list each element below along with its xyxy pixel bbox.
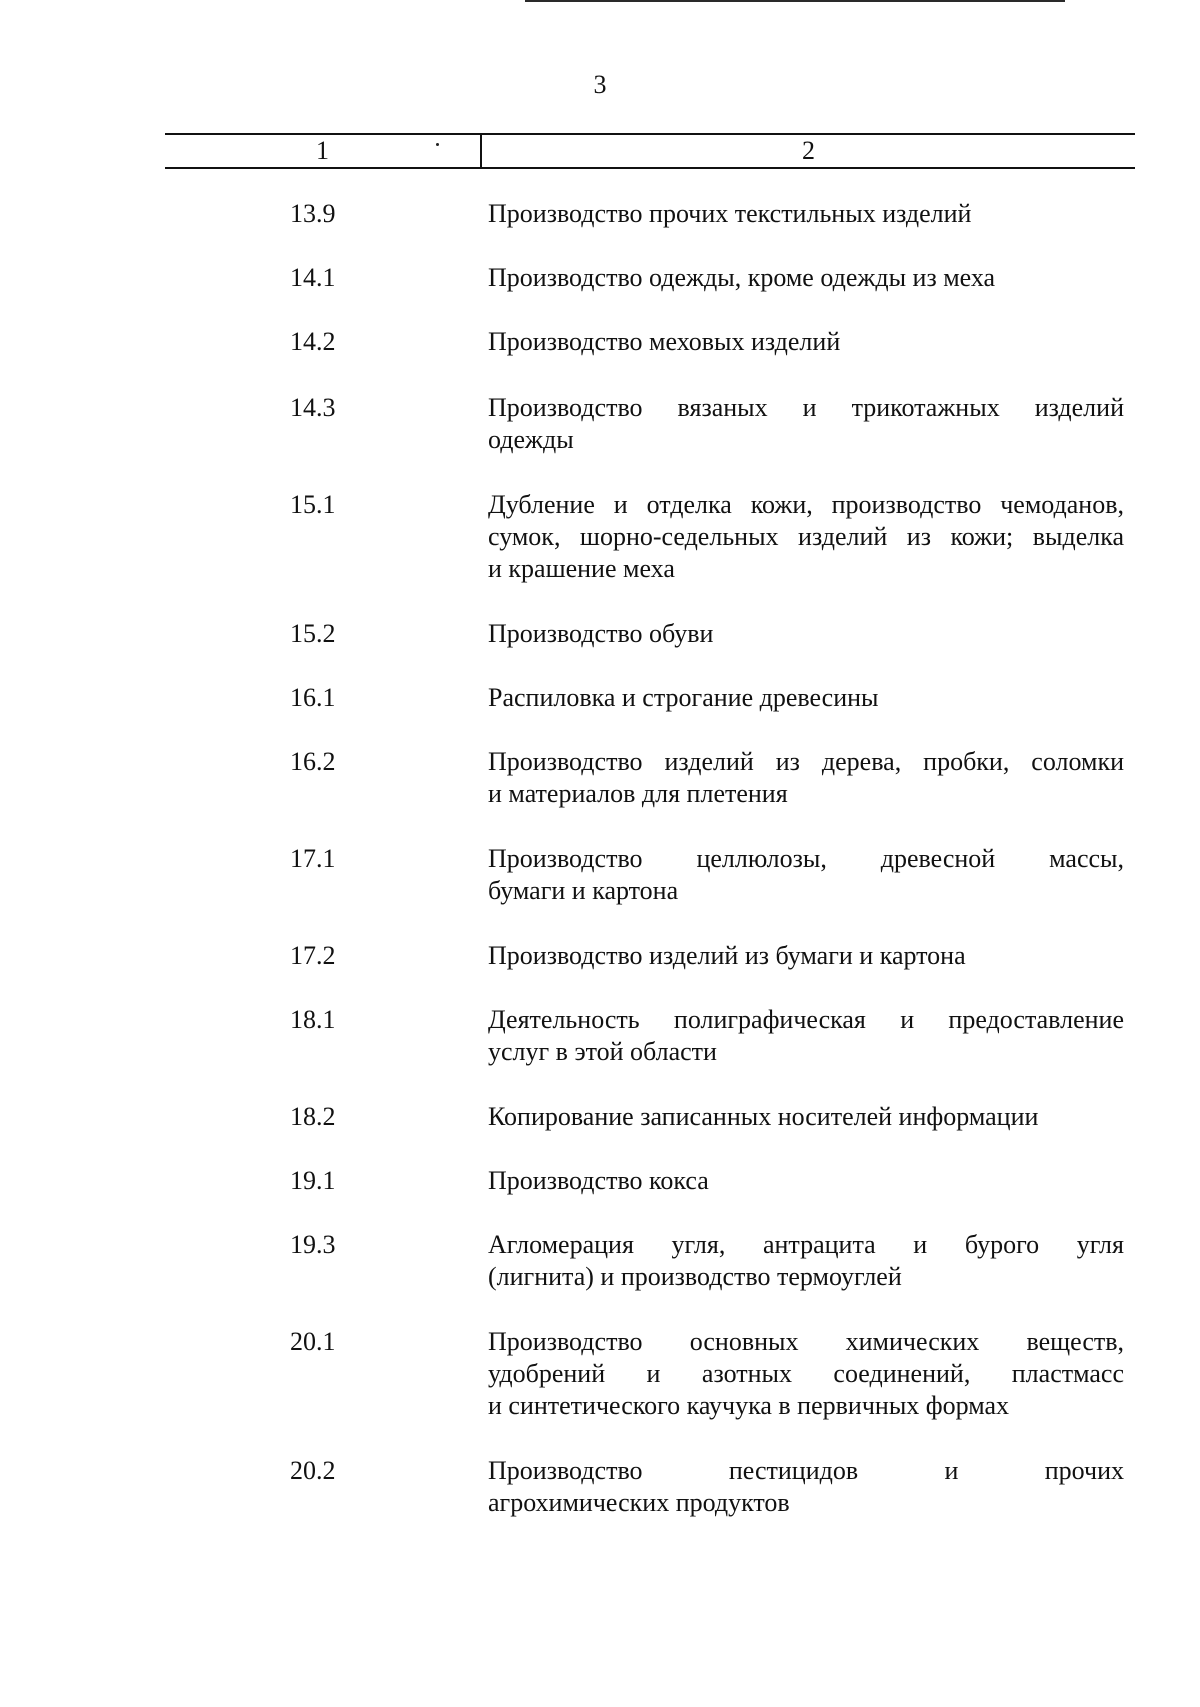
page-number: 3 — [593, 70, 607, 99]
row-description — [488, 392, 1124, 456]
row-description-line: удобрений и азотных соединений, пластмасс — [488, 1359, 1124, 1388]
table-header — [165, 133, 1135, 169]
row-description-line: и крашение меха — [488, 554, 675, 583]
row-description — [488, 682, 1124, 714]
row-description-line: Производство меховых изделий — [488, 327, 841, 356]
row-description-line: Деятельность полиграфическая и предоставление — [488, 1005, 1124, 1034]
header-col-1: 1 — [316, 136, 329, 165]
row-description — [488, 843, 1124, 907]
scan-artifact-line — [525, 0, 1065, 2]
row-code: 19.3 — [290, 1230, 336, 1259]
header-col-2: 2 — [802, 136, 815, 165]
row-description-line: Производство изделий из дерева, пробки, соломки — [488, 747, 1124, 776]
row-code: 16.2 — [290, 747, 336, 776]
row-code: 15.1 — [290, 490, 336, 519]
row-description-line: и материалов для плетения — [488, 779, 788, 808]
row-description-line: агрохимических продуктов — [488, 1488, 790, 1517]
row-description-line: Агломерация угля, антрацита и бурого угля — [488, 1230, 1124, 1259]
row-description — [488, 746, 1124, 810]
row-description-line: Производство одежды, кроме одежды из меха — [488, 263, 996, 292]
row-code: 20.1 — [290, 1327, 336, 1356]
scan-artifact-dot — [436, 143, 439, 146]
row-description-line: Производство целлюлозы, древесной массы, — [488, 844, 1124, 873]
row-code: 14.1 — [290, 263, 336, 292]
row-description — [488, 1101, 1124, 1133]
row-description-line: Производство пестицидов и прочих — [488, 1456, 1124, 1485]
row-code: 17.1 — [290, 844, 336, 873]
row-description — [488, 198, 1124, 230]
row-description-line: услуг в этой области — [488, 1037, 717, 1066]
row-code: 14.3 — [290, 393, 336, 422]
row-description — [488, 1229, 1124, 1293]
row-description-line: одежды — [488, 425, 574, 454]
row-description-line: Производство вязаных и трикотажных изделий — [488, 393, 1124, 422]
row-description — [488, 1326, 1124, 1422]
row-description-line: Производство основных химических веществ, — [488, 1327, 1124, 1356]
row-description-line: бумаги и картона — [488, 876, 679, 905]
row-description-line: Распиловка и строгание древесины — [488, 683, 879, 712]
row-description-line: Копирование записанных носителей информации — [488, 1102, 1039, 1131]
row-code: 20.2 — [290, 1456, 336, 1485]
row-code: 14.2 — [290, 327, 336, 356]
row-description-line: Производство обуви — [488, 619, 714, 648]
row-code: 17.2 — [290, 941, 336, 970]
row-description — [488, 1004, 1124, 1068]
row-description-line: и синтетического каучука в первичных формах — [488, 1391, 1010, 1420]
row-description — [488, 326, 1124, 358]
row-description-line: сумок, шорно-седельных изделий из кожи; выделка — [488, 522, 1124, 551]
row-description — [488, 940, 1124, 972]
row-description-line: Дубление и отделка кожи, производство чемоданов, — [488, 490, 1124, 519]
row-code: 16.1 — [290, 683, 336, 712]
row-description — [488, 489, 1124, 585]
row-code: 19.1 — [290, 1166, 336, 1195]
row-code: 13.9 — [290, 199, 336, 228]
row-code: 18.1 — [290, 1005, 336, 1034]
row-description — [488, 618, 1124, 650]
row-description — [488, 1455, 1124, 1519]
row-code: 15.2 — [290, 619, 336, 648]
row-description-line: Производство изделий из бумаги и картона — [488, 941, 966, 970]
row-description-line: Производство прочих текстильных изделий — [488, 199, 972, 228]
row-description-line: Производство кокса — [488, 1166, 709, 1195]
row-description — [488, 262, 1124, 294]
row-code: 18.2 — [290, 1102, 336, 1131]
row-description — [488, 1165, 1124, 1197]
row-description-line: (лигнита) и производство термоуглей — [488, 1262, 902, 1291]
